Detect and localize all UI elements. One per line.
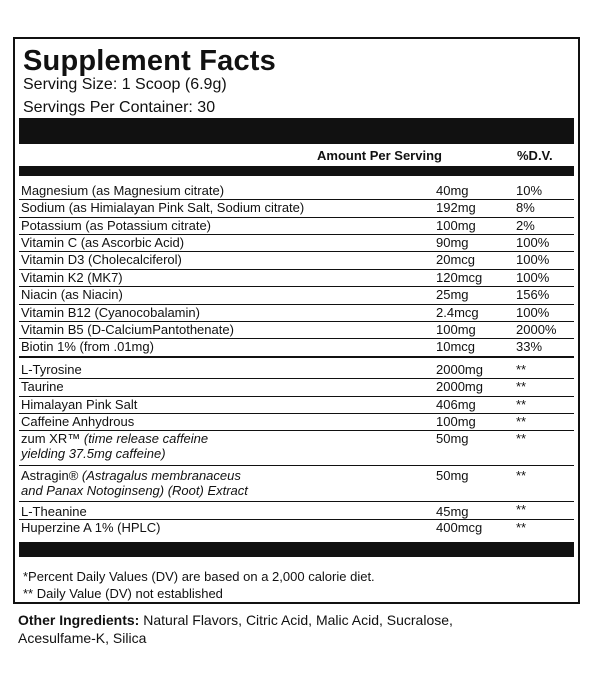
ingredient-row-zum-xr [19, 431, 574, 466]
ingredient-name: Caffeine Anhydrous [21, 414, 135, 429]
nutrient-row-biotin [19, 339, 574, 358]
nutrient-name: Niacin (as Niacin) [21, 287, 123, 302]
ingredient-row-caffeine [19, 414, 574, 431]
nutrient-amount: 20mcg [436, 252, 476, 267]
ingredient-name-main: zum XR™ [21, 431, 81, 446]
nutrient-row-potassium [19, 218, 574, 235]
ingredient-amount: 2000mg [436, 362, 483, 377]
ingredient-dv: ** [516, 362, 527, 377]
nutrient-amount: 100mg [436, 218, 476, 233]
ingredient-dv: ** [516, 520, 527, 535]
ingredient-name [21, 431, 401, 461]
serving-size: Serving Size: 1 Scoop (6.9g) [23, 76, 227, 93]
ingredient-amount: 406mg [436, 397, 476, 412]
other-ingredients-list: Natural Flavors, Citric Acid, Malic Acid, Sucralose, Acesulfame-K, Silica [18, 612, 453, 646]
ingredient-row-tyrosine [19, 362, 574, 379]
dv-footnote: *Percent Daily Values (DV) are based on a 2,000 calorie diet. [23, 569, 375, 584]
ingredient-row-huperzine [19, 520, 574, 537]
ingredient-detail: yielding 37.5mg caffeine) [21, 446, 166, 461]
nutrient-row-vitamin-c [19, 235, 574, 252]
nutrient-dv: 33% [516, 339, 543, 354]
nutrient-dv: 100% [516, 270, 550, 285]
nutrient-dv: 8% [516, 200, 535, 215]
nutrient-row-vitamin-b12 [19, 305, 574, 322]
nutrient-name: Biotin 1% (from .01mg) [21, 339, 154, 354]
ingredient-amount: 50mg [436, 431, 469, 446]
nutrient-amount: 192mg [436, 200, 476, 215]
ingredient-amount: 45mg [436, 504, 469, 519]
amount-per-serving-header: Amount Per Serving [317, 148, 442, 163]
daily-value-header: %D.V. [517, 148, 553, 163]
ingredient-row-astragin [19, 466, 574, 502]
nutrient-dv: 2% [516, 218, 535, 233]
nutrient-dv: 156% [516, 287, 550, 302]
nutrient-name: Potassium (as Potassium citrate) [21, 218, 212, 233]
ingredient-dv: ** [516, 397, 527, 412]
nutrient-dv: 100% [516, 305, 550, 320]
nutrient-name: Vitamin B5 (D-CalciumPantothenate) [21, 322, 234, 337]
ingredient-name: L-Tyrosine [21, 362, 82, 377]
other-ingredients [18, 611, 458, 647]
ingredient-name: Himalayan Pink Salt [21, 397, 138, 412]
ingredient-dv: ** [516, 431, 527, 446]
ingredient-amount: 50mg [436, 468, 469, 483]
nutrient-name: Vitamin D3 (Cholecalciferol) [21, 252, 182, 267]
nutrient-name: Sodium (as Himialayan Pink Salt, Sodium citrate) [21, 200, 305, 215]
nutrient-row-sodium [19, 200, 574, 218]
divider-bar-header [19, 166, 574, 176]
ingredient-dv: ** [516, 502, 527, 517]
ingredient-dv: ** [516, 414, 527, 429]
nutrient-amount: 90mg [436, 235, 469, 250]
nutrient-amount: 10mcg [436, 339, 476, 354]
ingredient-name: Huperzine A 1% (HPLC) [21, 520, 161, 535]
servings-per-container: Servings Per Container: 30 [23, 99, 216, 116]
nutrient-name: Vitamin C (as Ascorbic Acid) [21, 235, 185, 250]
nutrient-amount: 2.4mcg [436, 305, 479, 320]
nutrient-amount: 25mg [436, 287, 469, 302]
nutrient-row-vitamin-b5 [19, 322, 574, 339]
nutrient-name: Magnesium (as Magnesium citrate) [21, 183, 225, 198]
panel-title: Supplement Facts [23, 45, 276, 77]
ingredient-row-theanine [19, 502, 574, 520]
supplement-facts-panel [13, 37, 580, 604]
ingredient-dv: ** [516, 379, 527, 394]
other-ingredients-label: Other Ingredients: [18, 612, 140, 628]
ingredient-amount: 100mg [436, 414, 476, 429]
nutrient-amount: 100mg [436, 322, 476, 337]
ingredient-amount: 400mcg [436, 520, 483, 535]
nutrient-amount: 120mcg [436, 270, 483, 285]
nutrient-name: Vitamin B12 (Cyanocobalamin) [21, 305, 200, 320]
ingredient-name: L-Theanine [21, 504, 87, 519]
ingredient-dv: ** [516, 468, 527, 483]
ingredient-name [21, 468, 401, 498]
nutrient-row-magnesium [19, 183, 574, 200]
ingredient-name: Taurine [21, 379, 64, 394]
nutrient-name: Vitamin K2 (MK7) [21, 270, 123, 285]
divider-bar-top [19, 118, 574, 144]
nutrient-dv: 100% [516, 252, 550, 267]
divider-bar-bottom [19, 542, 574, 557]
ingredient-detail: (time release caffeine [83, 431, 209, 446]
not-established-footnote: ** Daily Value (DV) not established [23, 586, 223, 601]
nutrient-dv: 2000% [516, 322, 557, 337]
nutrient-dv: 10% [516, 183, 543, 198]
nutrient-row-vitamin-k2 [19, 270, 574, 287]
ingredient-row-taurine [19, 379, 574, 397]
ingredient-amount: 2000mg [436, 379, 483, 394]
ingredient-name-main: Astragin® [21, 468, 79, 483]
ingredient-detail: (Astragalus membranaceus [81, 468, 241, 483]
ingredient-row-pink-salt [19, 397, 574, 414]
nutrient-row-niacin [19, 287, 574, 305]
ingredient-detail: and Panax Notoginseng) (Root) Extract [21, 483, 248, 498]
nutrient-amount: 40mg [436, 183, 469, 198]
nutrient-dv: 100% [516, 235, 550, 250]
nutrient-row-vitamin-d3 [19, 252, 574, 270]
